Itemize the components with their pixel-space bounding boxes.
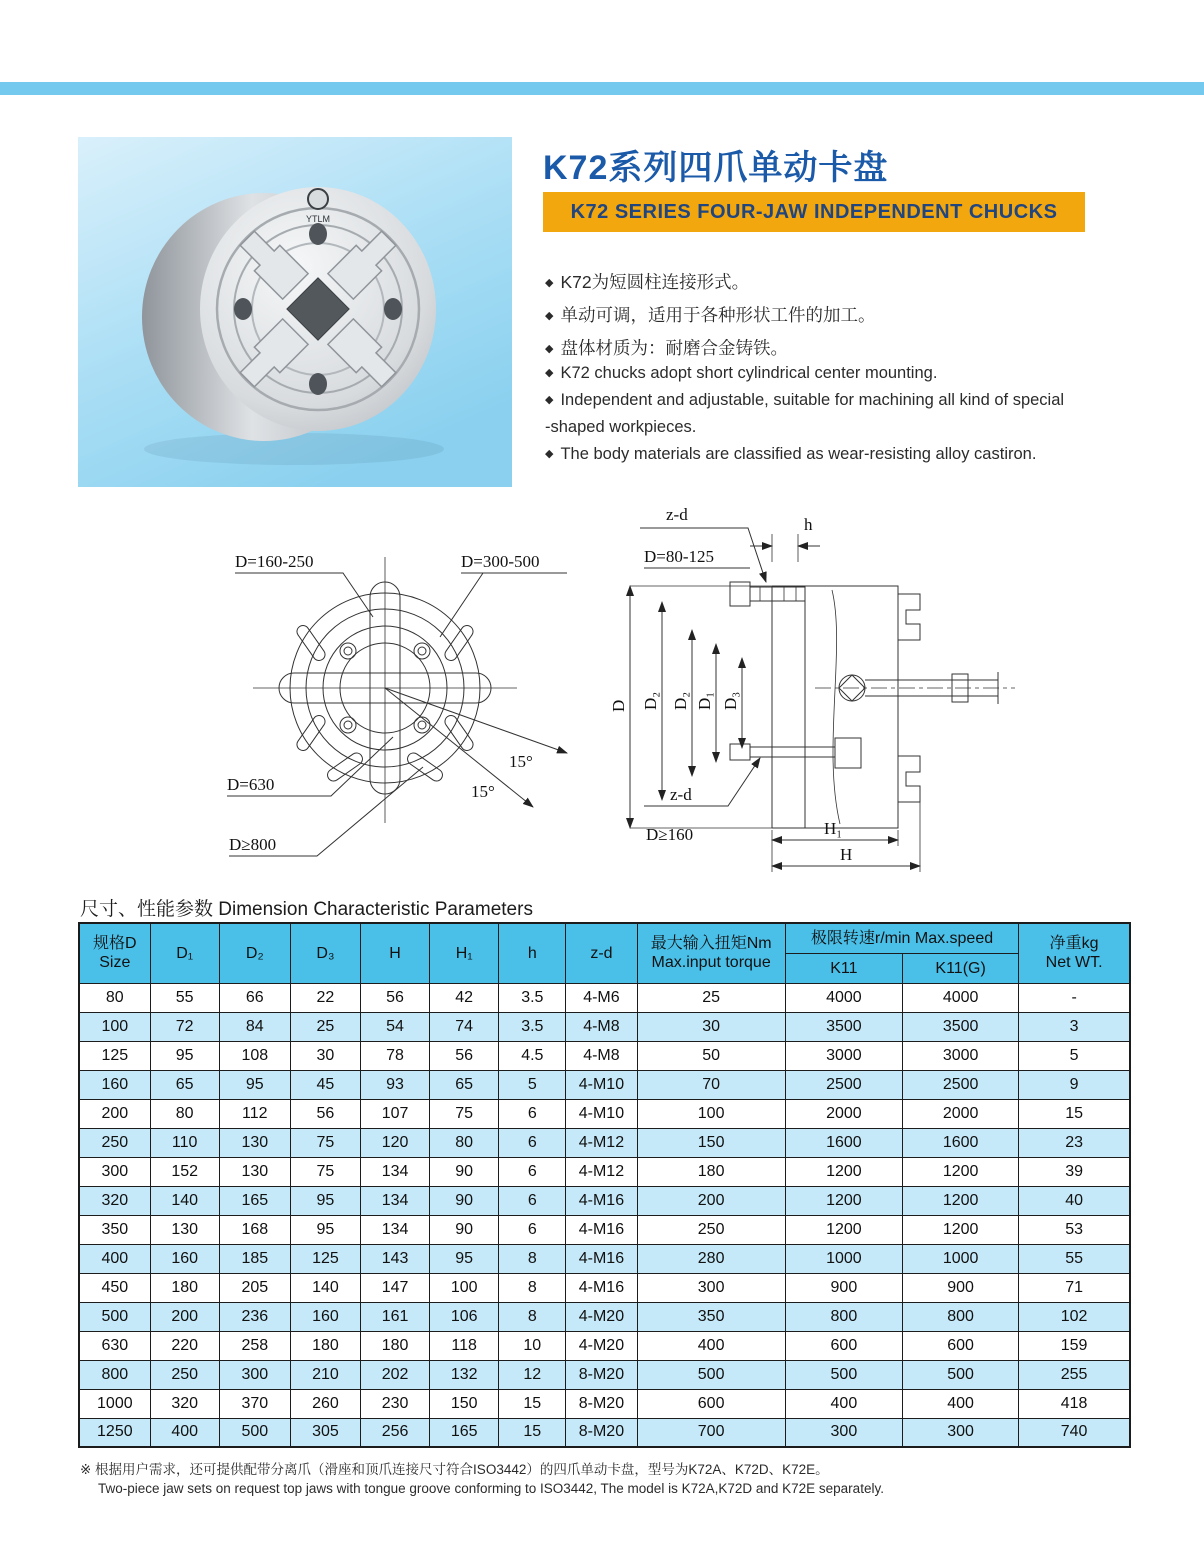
table-cell: 250 (79, 1128, 150, 1157)
table-cell: 134 (361, 1186, 430, 1215)
page-subtitle: K72 SERIES FOUR-JAW INDEPENDENT CHUCKS (570, 200, 1058, 223)
table-cell: 740 (1019, 1418, 1130, 1447)
bullet-icon: ◆ (545, 394, 554, 406)
table-cell: 255 (1019, 1360, 1130, 1389)
col-header-H1: H₁ (430, 923, 499, 983)
table-row (79, 1157, 1130, 1186)
table-cell: 400 (79, 1244, 150, 1273)
table-cell: 107 (361, 1099, 430, 1128)
table-cell: 3500 (785, 1012, 902, 1041)
table-cell: 143 (361, 1244, 430, 1273)
table-cell: 500 (219, 1418, 290, 1447)
table-cell: 54 (361, 1012, 430, 1041)
table-row (79, 1041, 1130, 1070)
table-cell: 180 (290, 1331, 360, 1360)
table-cell: 3 (1019, 1012, 1130, 1041)
table-cell: 3500 (903, 1012, 1019, 1041)
table-cell: 8-M20 (566, 1418, 637, 1447)
feature-item (545, 414, 1105, 441)
table-cell: 30 (637, 1012, 785, 1041)
table-cell: 1200 (903, 1215, 1019, 1244)
table-cell: 8 (499, 1273, 566, 1302)
label-angle-b: 15° (471, 782, 495, 801)
table-cell: 95 (290, 1215, 360, 1244)
table-cell: 65 (430, 1070, 499, 1099)
footnote (80, 1460, 1140, 1498)
table-cell: 4-M16 (566, 1273, 637, 1302)
col-header-weight: 净重kg Net WT. (1019, 923, 1130, 983)
table-cell: 42 (430, 983, 499, 1012)
table-cell: 147 (361, 1273, 430, 1302)
table-cell: 70 (637, 1070, 785, 1099)
col-header-torque: 最大输入扭矩Nm Max.input torque (637, 923, 785, 983)
table-cell: 75 (430, 1099, 499, 1128)
table-cell: 1200 (903, 1157, 1019, 1186)
table-cell: 250 (637, 1215, 785, 1244)
table-cell: 1200 (785, 1157, 902, 1186)
table-cell: 4.5 (499, 1041, 566, 1070)
table-cell: 600 (903, 1331, 1019, 1360)
table-cell: 95 (430, 1244, 499, 1273)
front-view-diagram (215, 505, 610, 890)
label-zd-top: z-d (666, 505, 688, 524)
table-cell: 84 (219, 1012, 290, 1041)
table-cell: 15 (499, 1418, 566, 1447)
table-cell: 350 (79, 1215, 150, 1244)
table-cell: 630 (79, 1331, 150, 1360)
table-cell: 39 (1019, 1157, 1130, 1186)
table-cell: 56 (361, 983, 430, 1012)
table-cell: 106 (430, 1302, 499, 1331)
table-cell: 160 (79, 1070, 150, 1099)
table-cell: 400 (903, 1389, 1019, 1418)
table-cell: 4-M12 (566, 1157, 637, 1186)
table-cell: 55 (150, 983, 219, 1012)
table-cell: 4-M6 (566, 983, 637, 1012)
table-cell: 108 (219, 1041, 290, 1070)
table-cell: 130 (150, 1215, 219, 1244)
table-row (79, 1302, 1130, 1331)
subtitle-bar (543, 192, 1085, 232)
table-cell: 1200 (785, 1186, 902, 1215)
table-cell: 45 (290, 1070, 360, 1099)
feature-text: 盘体材质为：耐磨合金铸铁。 (560, 338, 788, 358)
table-cell: 6 (499, 1157, 566, 1186)
table-cell: 6 (499, 1186, 566, 1215)
label-angle-a: 15° (509, 752, 533, 771)
table-cell: 160 (150, 1244, 219, 1273)
table-cell: 185 (219, 1244, 290, 1273)
table-cell: 300 (79, 1157, 150, 1186)
label-d630: D=630 (227, 775, 275, 794)
table-cell: 95 (219, 1070, 290, 1099)
col-header-d3: D₃ (290, 923, 360, 983)
table-cell: 130 (219, 1128, 290, 1157)
table-cell: 180 (150, 1273, 219, 1302)
table-cell: 95 (150, 1041, 219, 1070)
table-cell: 256 (361, 1418, 430, 1447)
table-cell: 9 (1019, 1070, 1130, 1099)
section-view-diagram (600, 498, 1032, 890)
table-cell: 90 (430, 1157, 499, 1186)
col-header-d1: D₁ (150, 923, 219, 983)
table-cell: 161 (361, 1302, 430, 1331)
table-cell: 4-M16 (566, 1215, 637, 1244)
table-row (79, 1128, 1130, 1157)
table-cell: 40 (1019, 1186, 1130, 1215)
table-cell: 2000 (903, 1099, 1019, 1128)
table-cell: 300 (637, 1273, 785, 1302)
parameters-table (78, 922, 1131, 1448)
table-cell: 75 (290, 1128, 360, 1157)
table-cell: 300 (785, 1418, 902, 1447)
table-cell: 15 (499, 1389, 566, 1418)
table-cell: 134 (361, 1215, 430, 1244)
table-cell: 10 (499, 1331, 566, 1360)
table-cell: 165 (430, 1418, 499, 1447)
table-cell: 25 (290, 1012, 360, 1041)
table-cell: 205 (219, 1273, 290, 1302)
table-cell: 600 (785, 1331, 902, 1360)
table-cell: 80 (430, 1128, 499, 1157)
table-cell: 4-M20 (566, 1331, 637, 1360)
table-cell: 6 (499, 1099, 566, 1128)
table-cell: 25 (637, 983, 785, 1012)
table-cell: 202 (361, 1360, 430, 1389)
table-cell: 200 (150, 1302, 219, 1331)
table-cell: 140 (150, 1186, 219, 1215)
table-cell: 53 (1019, 1215, 1130, 1244)
label-H1: H₁ (824, 819, 843, 838)
table-cell: 2000 (785, 1099, 902, 1128)
table-cell: 250 (150, 1360, 219, 1389)
table-cell: 350 (637, 1302, 785, 1331)
table-cell: 66 (219, 983, 290, 1012)
table-cell: 95 (290, 1186, 360, 1215)
label-D2b: D₂ (671, 691, 690, 710)
table-cell: 1000 (79, 1389, 150, 1418)
table-cell: 159 (1019, 1331, 1130, 1360)
table-cell: 23 (1019, 1128, 1130, 1157)
table-cell: 1600 (785, 1128, 902, 1157)
label-d800: D≥800 (229, 835, 277, 854)
features-cn (545, 266, 1105, 365)
table-cell: 3000 (785, 1041, 902, 1070)
table-cell: 71 (1019, 1273, 1130, 1302)
table-cell: 4-M10 (566, 1070, 637, 1099)
label-D3: D₃ (721, 691, 740, 710)
table-cell: 180 (637, 1157, 785, 1186)
table-cell: 500 (903, 1360, 1019, 1389)
table-cell: 130 (219, 1157, 290, 1186)
table-cell: 4000 (785, 983, 902, 1012)
table-cell: 160 (290, 1302, 360, 1331)
feature-text: K72 chucks adopt short cylindrical center mounting. (560, 364, 938, 382)
table-row (79, 1360, 1130, 1389)
table-cell: 5 (499, 1070, 566, 1099)
bullet-icon: ◆ (545, 343, 554, 355)
table-cell: 280 (637, 1244, 785, 1273)
table-cell: 500 (637, 1360, 785, 1389)
table-cell: 1600 (903, 1128, 1019, 1157)
table-cell: 4-M20 (566, 1302, 637, 1331)
table-cell: 132 (430, 1360, 499, 1389)
table-cell: 180 (361, 1331, 430, 1360)
table-cell: 90 (430, 1215, 499, 1244)
col-header-size: 规格D Size (79, 923, 150, 983)
feature-item (545, 266, 1105, 299)
table-cell: 80 (150, 1099, 219, 1128)
table-cell: 200 (79, 1099, 150, 1128)
footnote-line-cn: ※ 根据用户需求，还可提供配带分离爪（滑座和顶爪连接尺寸符合ISO3442）的四爪单动卡盘，型号为K72A、K72D、K72E。 (80, 1462, 829, 1477)
table-cell: 8-M20 (566, 1360, 637, 1389)
table-cell: 1250 (79, 1418, 150, 1447)
table-cell: 168 (219, 1215, 290, 1244)
table-row (79, 1012, 1130, 1041)
label-d80-125: D=80-125 (644, 547, 715, 566)
table-row (79, 1186, 1130, 1215)
table-cell: - (1019, 983, 1130, 1012)
table-cell: 1200 (903, 1186, 1019, 1215)
table-cell: 118 (430, 1331, 499, 1360)
table-row (79, 1331, 1130, 1360)
table-cell: 300 (903, 1418, 1019, 1447)
table-cell: 4-M10 (566, 1099, 637, 1128)
col-header-zd: z-d (566, 923, 637, 983)
table-cell: 74 (430, 1012, 499, 1041)
table-cell: 418 (1019, 1389, 1130, 1418)
col-header-k11: K11 (785, 953, 902, 983)
features-en (545, 360, 1105, 468)
table-cell: 102 (1019, 1302, 1130, 1331)
table-cell: 152 (150, 1157, 219, 1186)
table-row (79, 1070, 1130, 1099)
table-cell: 900 (903, 1273, 1019, 1302)
table-cell: 90 (430, 1186, 499, 1215)
label-d160-250: D=160-250 (235, 552, 314, 571)
table-cell: 2500 (903, 1070, 1019, 1099)
table-cell: 112 (219, 1099, 290, 1128)
table-cell: 125 (79, 1041, 150, 1070)
table-cell: 300 (219, 1360, 290, 1389)
table-row (79, 1099, 1130, 1128)
table-cell: 1200 (785, 1215, 902, 1244)
feature-text: 单动可调，适用于各种形状工件的加工。 (560, 305, 876, 325)
feature-text: -shaped workpieces. (545, 418, 697, 436)
page-title: K72系列四爪单动卡盘 (543, 149, 889, 187)
feature-text: K72为短圆柱连接形式。 (560, 272, 750, 292)
table-cell: 1000 (785, 1244, 902, 1273)
table-cell: 230 (361, 1389, 430, 1418)
footnote-line-en: Two-piece jaw sets on request top jaws with tongue groove conforming to ISO3442, The model is K72A,K72D and K72E separately. (98, 1481, 884, 1496)
feature-item (545, 441, 1105, 468)
table-cell: 500 (785, 1360, 902, 1389)
col-header-H: H (361, 923, 430, 983)
table-cell: 15 (1019, 1099, 1130, 1128)
table-row (79, 1273, 1130, 1302)
table-cell: 800 (79, 1360, 150, 1389)
table-cell: 200 (637, 1186, 785, 1215)
table-cell: 65 (150, 1070, 219, 1099)
table-cell: 3000 (903, 1041, 1019, 1070)
table-cell: 120 (361, 1128, 430, 1157)
bullet-icon: ◆ (545, 367, 554, 379)
table-cell: 165 (219, 1186, 290, 1215)
feature-text: The body materials are classified as wear-resisting alloy castiron. (560, 445, 1037, 463)
table-row (79, 1389, 1130, 1418)
table-cell: 12 (499, 1360, 566, 1389)
label-d300-500: D=300-500 (461, 552, 540, 571)
bullet-icon: ◆ (545, 310, 554, 322)
table-cell: 78 (361, 1041, 430, 1070)
table-title: 尺寸、性能参数 Dimension Characteristic Parameters (80, 899, 533, 920)
table-cell: 140 (290, 1273, 360, 1302)
table-cell: 258 (219, 1331, 290, 1360)
table-cell: 800 (785, 1302, 902, 1331)
table-cell: 450 (79, 1273, 150, 1302)
table-cell: 4-M8 (566, 1012, 637, 1041)
table-cell: 220 (150, 1331, 219, 1360)
table-cell: 100 (79, 1012, 150, 1041)
table-cell: 370 (219, 1389, 290, 1418)
table-cell: 260 (290, 1389, 360, 1418)
table-cell: 150 (637, 1128, 785, 1157)
feature-text: Independent and adjustable, suitable for machining all kind of special (560, 391, 1065, 409)
label-D2a: D₂ (641, 691, 660, 710)
table-cell: 30 (290, 1041, 360, 1070)
table-cell: 4000 (903, 983, 1019, 1012)
table-cell: 110 (150, 1128, 219, 1157)
table-cell: 55 (1019, 1244, 1130, 1273)
table-cell: 100 (637, 1099, 785, 1128)
table-cell: 3.5 (499, 983, 566, 1012)
table-cell: 6 (499, 1215, 566, 1244)
table-cell: 93 (361, 1070, 430, 1099)
table-cell: 320 (150, 1389, 219, 1418)
table-cell: 3.5 (499, 1012, 566, 1041)
feature-item (545, 387, 1105, 414)
table-cell: 1000 (903, 1244, 1019, 1273)
table-cell: 8-M20 (566, 1389, 637, 1418)
label-D: D (609, 699, 628, 712)
col-header-speed: 极限转速r/min Max.speed (785, 923, 1018, 953)
table-cell: 8 (499, 1244, 566, 1273)
table-cell: 2500 (785, 1070, 902, 1099)
table-row (79, 983, 1130, 1012)
label-h: h (804, 515, 813, 534)
table-cell: 4-M12 (566, 1128, 637, 1157)
table-cell: 134 (361, 1157, 430, 1186)
table-cell: 8 (499, 1302, 566, 1331)
table-cell: 56 (430, 1041, 499, 1070)
bullet-icon: ◆ (545, 277, 554, 289)
col-header-k11g: K11(G) (903, 953, 1019, 983)
label-H: H (840, 845, 853, 864)
label-D1: D₁ (695, 691, 714, 710)
feature-item (545, 360, 1105, 387)
table-cell: 600 (637, 1389, 785, 1418)
table-cell: 700 (637, 1418, 785, 1447)
bullet-icon: ◆ (545, 448, 554, 460)
feature-item (545, 299, 1105, 332)
table-cell: 72 (150, 1012, 219, 1041)
svg-text:YTLM: YTLM (305, 214, 331, 224)
table-cell: 80 (79, 983, 150, 1012)
table-row (79, 1244, 1130, 1273)
table-row (79, 1418, 1130, 1447)
table-cell: 4-M16 (566, 1244, 637, 1273)
table-cell: 5 (1019, 1041, 1130, 1070)
table-cell: 4-M8 (566, 1041, 637, 1070)
table-cell: 22 (290, 983, 360, 1012)
table-cell: 100 (430, 1273, 499, 1302)
table-cell: 75 (290, 1157, 360, 1186)
table-body (79, 983, 1130, 1447)
table-cell: 4-M16 (566, 1186, 637, 1215)
table-row (79, 1215, 1130, 1244)
table-cell: 400 (785, 1389, 902, 1418)
table-cell: 800 (903, 1302, 1019, 1331)
table-cell: 500 (79, 1302, 150, 1331)
table-cell: 56 (290, 1099, 360, 1128)
table-cell: 320 (79, 1186, 150, 1215)
table-cell: 125 (290, 1244, 360, 1273)
table-cell: 50 (637, 1041, 785, 1070)
table-cell: 400 (150, 1418, 219, 1447)
top-accent-bar (0, 82, 1204, 95)
table-cell: 400 (637, 1331, 785, 1360)
table-cell: 305 (290, 1418, 360, 1447)
col-header-h: h (499, 923, 566, 983)
table-cell: 150 (430, 1389, 499, 1418)
product-photo (78, 137, 512, 487)
table-cell: 236 (219, 1302, 290, 1331)
table-cell: 900 (785, 1273, 902, 1302)
table-cell: 6 (499, 1128, 566, 1157)
label-zd-bottom: z-d (670, 785, 692, 804)
col-header-d2: D₂ (219, 923, 290, 983)
table-cell: 210 (290, 1360, 360, 1389)
label-d160: D≥160 (646, 825, 694, 844)
